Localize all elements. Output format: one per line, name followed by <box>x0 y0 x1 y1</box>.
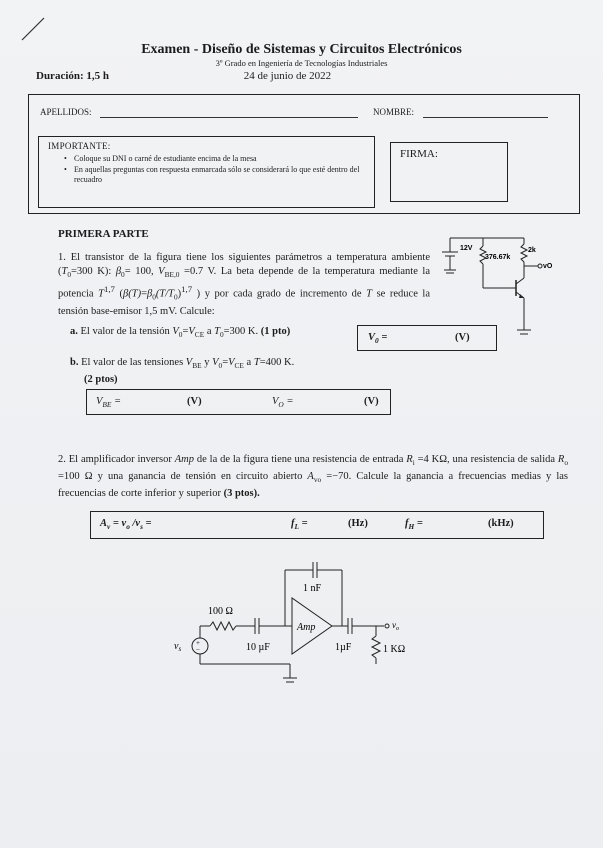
vo-label: vO <box>543 263 553 270</box>
vcc-label: 12V <box>460 245 473 252</box>
answer-1a-label: $V_0$ = <box>368 332 388 346</box>
cout-label: 1µF <box>335 642 352 653</box>
answer-2-fh-label: $f_H$ = <box>405 518 423 532</box>
question-1a-text: a. El valor de la tensión $V_0=V_{CE}$ a $T_0=300$ K. (1 pto) <box>70 326 291 340</box>
answer-1b-vbe-label: $V_{BE}$ = <box>96 396 122 410</box>
rs-label: 100 Ω <box>208 606 233 617</box>
source-plus-sign: + <box>196 639 200 647</box>
nombre-field[interactable] <box>423 117 548 118</box>
answer-2-box[interactable] <box>90 511 544 539</box>
apellidos-field[interactable] <box>100 117 358 118</box>
vs-label: $v_s$ <box>174 641 182 653</box>
source-minus-sign: − <box>196 646 200 654</box>
rl-label: 1 KΩ <box>383 644 406 655</box>
question-1-text: 1. El transistor de la figura tiene los siguientes parámetros a temperatura ambiente ($T_0=300$ K): $\beta_0= 100$, $V_{BE,0} =0.7$ V. La beta depende de la temperatura mediante la potencia T$^{1,7}$ ($\beta(T)=\beta_0(T/T_0)^{1,7}$ ) y por cada grado de incremento de T se reduce la tensión base-emisor 1,5 mV. Calcule: <box>58 252 431 317</box>
part-heading: PRIMERA PARTE <box>58 228 149 240</box>
answer-1b-vo-label: $V_O$ = <box>272 396 294 410</box>
answer-2-fh-unit: (kHz) <box>488 518 514 529</box>
rc-label: 2k <box>528 247 536 254</box>
amp-label: Amp <box>297 622 316 633</box>
transistor-circuit-diagram <box>436 230 566 345</box>
question-1b-text: b. El valor de las tensiones $V_{BE}$ y $V_0=V_{CE}$ a T=400 K. (2 ptos) <box>70 357 295 386</box>
important-title: IMPORTANTE: <box>48 141 111 151</box>
exam-title: Examen - Diseño de Sistemas y Circuitos Electrónicos <box>141 42 462 57</box>
important-list <box>60 154 370 186</box>
answer-1b-box[interactable] <box>86 389 391 415</box>
answer-1b-vbe-unit: (V) <box>187 396 202 407</box>
answer-2-gain-label: $A_v = v_o$ $/v_s$ = <box>100 518 152 532</box>
important-item: • En aquellas preguntas con respuesta enmarcada sólo se considerará lo que esté dentro del recuadro <box>60 165 370 186</box>
question-2-text: 2. El amplificador inversor Amp de la de la figura tiene una resistencia de entrada $R_i =4$ KΩ, una resistencia de salida $R_o =100$ Ω y una ganancia de tensión en circuito abierto $A_{vo} =-70$. Calcule la ganancia a frecuencias medias y las frecuencias de corte inferior y superior (3 ptos). <box>58 454 569 500</box>
important-item: • Coloque su DNI o carné de estudiante encima de la mesa <box>60 154 370 165</box>
firma-label: FIRMA: <box>400 148 438 160</box>
exam-duration: Duración: 1,5 h <box>36 70 110 82</box>
exam-date: 24 de junio de 2022 <box>243 70 332 82</box>
nombre-label: NOMBRE: <box>373 107 415 117</box>
cin-label: 10 µF <box>246 642 270 653</box>
answer-1b-vo-unit: (V) <box>364 396 379 407</box>
cf-label: 1 nF <box>303 583 322 594</box>
answer-1a-unit: (V) <box>455 332 470 343</box>
apellidos-label: APELLIDOS: <box>40 107 92 117</box>
amplifier-circuit-diagram <box>170 560 450 700</box>
rb-label: 376.67k <box>485 254 511 261</box>
pen-stroke-mark <box>18 14 48 44</box>
answer-2-fl-unit: (Hz) <box>348 518 368 529</box>
vo-label: $v_o$ <box>392 620 399 632</box>
exam-subtitle: 3º Grado en Ingeniería de Tecnologías Industriales <box>215 58 388 68</box>
answer-2-fl-label: $f_L$ = <box>291 518 308 532</box>
